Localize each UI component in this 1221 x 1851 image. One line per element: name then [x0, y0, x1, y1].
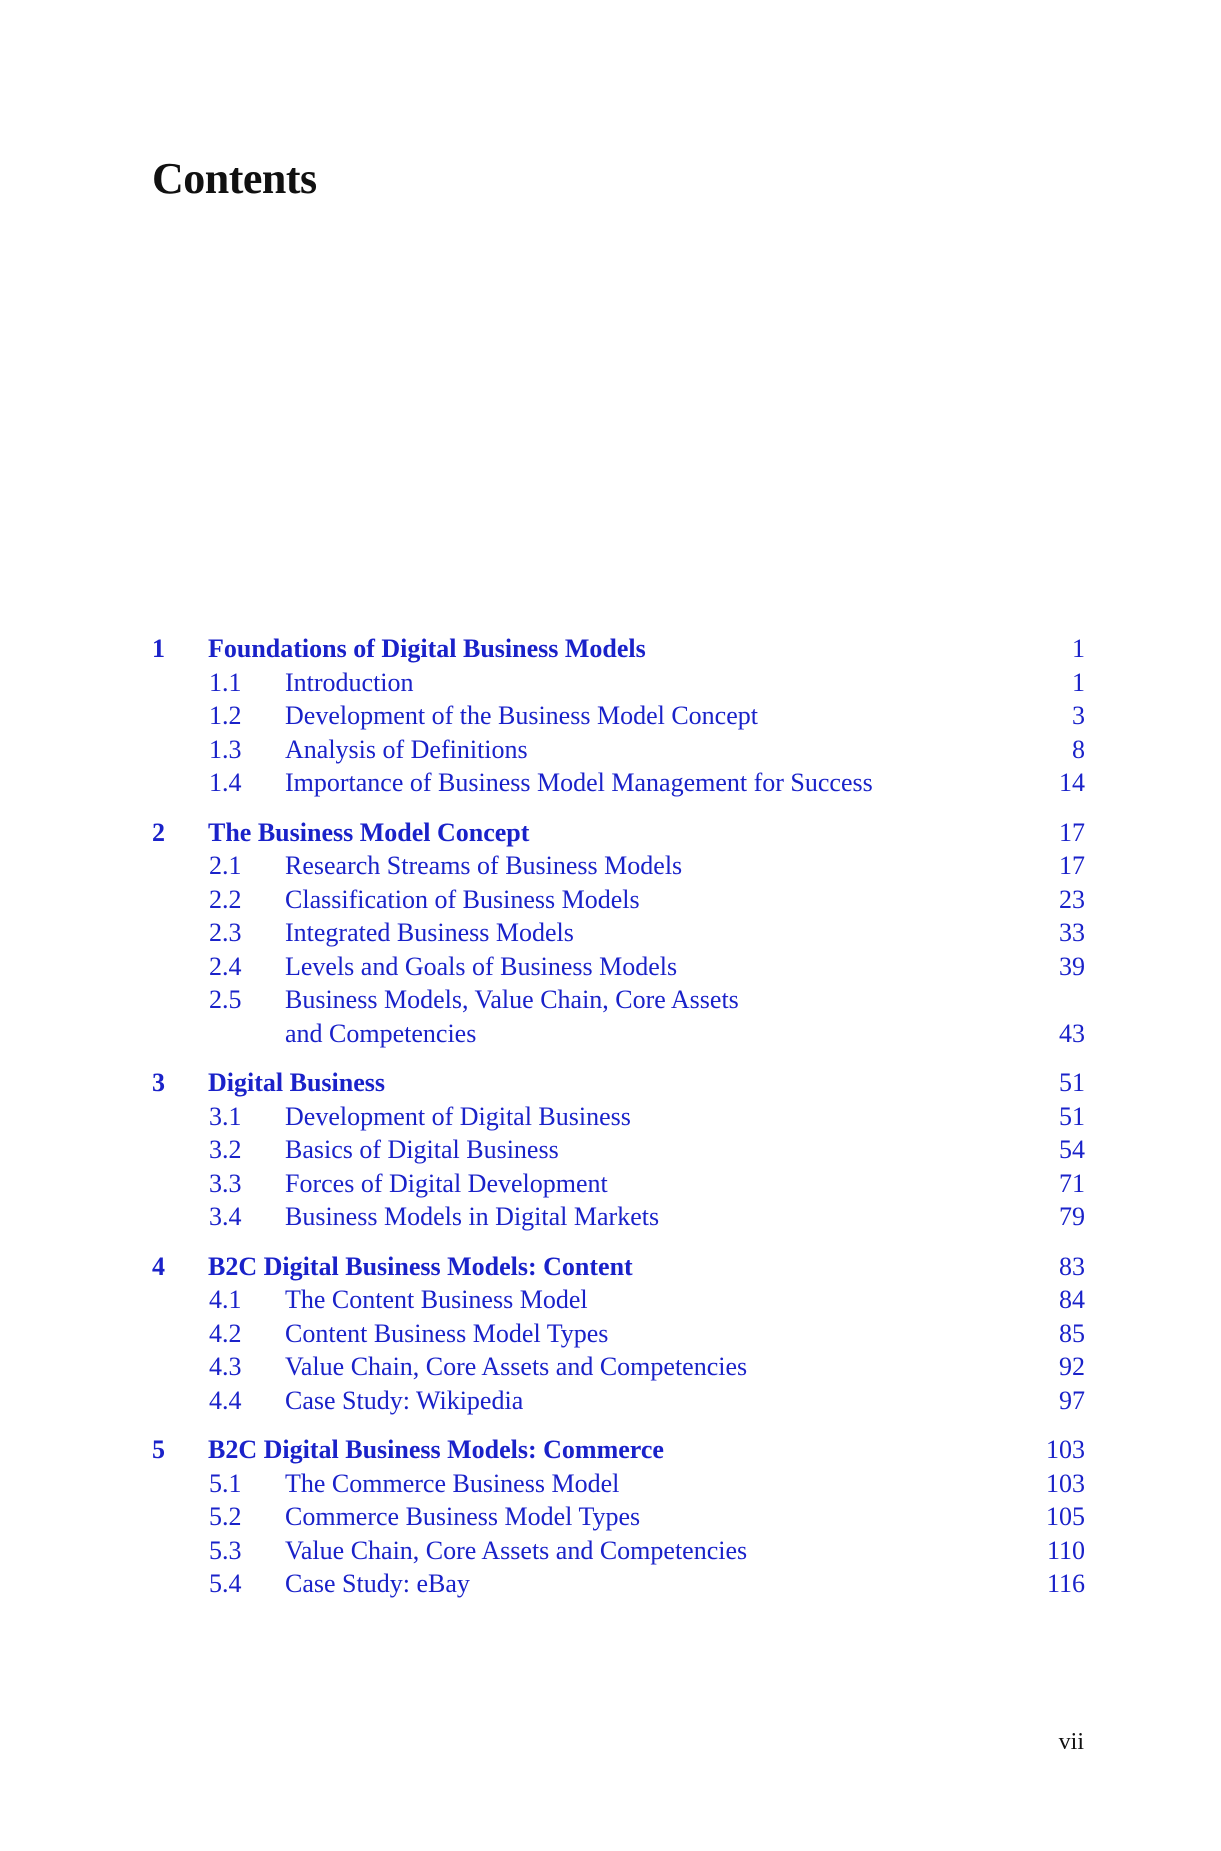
toc-section-entry[interactable] [152, 849, 1085, 883]
section-number: 3.3 [209, 1168, 242, 1198]
chapter-number: 3 [152, 1068, 165, 1097]
section-title: Value Chain, Core Assets and Competencies [285, 1536, 752, 1565]
toc-section-entry[interactable] [152, 1350, 1085, 1384]
section-number: 2.5 [209, 985, 242, 1014]
toc-chapter [152, 1433, 1085, 1601]
section-title-line1: Business Models, Value Chain, Core Assets [285, 985, 744, 1014]
toc-chapter [152, 816, 1085, 1051]
section-title: Business Models in Digital Markets [285, 1202, 664, 1231]
section-number: 3.2 [209, 1135, 242, 1164]
toc-section-entry[interactable] [152, 1500, 1085, 1534]
chapter-title: The Business Model Concept [208, 818, 534, 847]
page-number: 84 [1059, 1285, 1085, 1314]
section-title: The Content Business Model [285, 1285, 593, 1314]
toc-section-entry[interactable] [152, 1133, 1085, 1167]
section-number: 4.2 [209, 1318, 242, 1348]
section-title: Introduction [285, 668, 419, 697]
toc-section-entry[interactable] [152, 1317, 1085, 1351]
section-number: 5.1 [209, 1468, 242, 1498]
toc-section-entry[interactable] [152, 1534, 1085, 1568]
chapter-number: 4 [152, 1251, 165, 1281]
page-number: 1 [1072, 634, 1085, 663]
toc-section-entry[interactable] [152, 1167, 1085, 1201]
section-title: Classification of Business Models [285, 885, 645, 914]
section-number: 3.4 [209, 1202, 242, 1231]
toc-chapter-entry[interactable] [152, 1066, 1085, 1100]
page-title: Contents [152, 154, 317, 203]
toc-section-entry[interactable] [152, 1467, 1085, 1501]
toc-section-entry-continuation[interactable] [152, 1017, 1085, 1051]
section-title: Value Chain, Core Assets and Competencies [285, 1352, 752, 1381]
section-title: Basics of Digital Business [285, 1135, 564, 1164]
toc-section-entry[interactable] [152, 666, 1085, 700]
page-number: 71 [1059, 1168, 1085, 1198]
section-title: Case Study: eBay [285, 1569, 475, 1598]
toc-chapter [152, 632, 1085, 800]
section-number: 2.1 [209, 851, 242, 880]
section-number: 5.4 [209, 1569, 242, 1598]
section-number: 1.2 [209, 701, 242, 730]
page-folio: vii [1058, 1729, 1084, 1755]
section-number: 4.1 [209, 1285, 242, 1314]
toc-chapter-entry[interactable] [152, 1250, 1085, 1284]
toc-section-entry[interactable] [152, 1283, 1085, 1317]
table-of-contents [152, 632, 1085, 1617]
page-number: 116 [1046, 1569, 1085, 1598]
page-number: 85 [1059, 1318, 1085, 1348]
toc-section-entry[interactable] [152, 916, 1085, 950]
toc-section-entry[interactable] [152, 733, 1085, 767]
section-number: 1.1 [209, 667, 242, 697]
page-number: 103 [1046, 1435, 1085, 1464]
section-number: 1.3 [209, 734, 242, 764]
section-number: 2.4 [209, 951, 242, 981]
section-title: Integrated Business Models [285, 918, 579, 947]
chapter-title: Foundations of Digital Business Models [208, 634, 651, 663]
toc-chapter-entry[interactable] [152, 816, 1085, 850]
section-title: Importance of Business Model Management for Success [285, 768, 878, 797]
section-number: 4.4 [209, 1385, 242, 1415]
section-number: 1.4 [209, 768, 242, 797]
toc-chapter [152, 1250, 1085, 1418]
page-number: 8 [1072, 734, 1085, 764]
page-number: 33 [1059, 918, 1085, 947]
toc-section-entry[interactable] [152, 1200, 1085, 1234]
page-number: 103 [1046, 1468, 1085, 1498]
toc-section-entry[interactable] [152, 1100, 1085, 1134]
chapter-title: Digital Business [208, 1068, 390, 1097]
toc-chapter [152, 1066, 1085, 1234]
page-number: 23 [1059, 884, 1085, 914]
page-number: 43 [1059, 1018, 1085, 1048]
section-title: Development of the Business Model Concept [285, 701, 763, 730]
chapter-number: 2 [152, 817, 165, 847]
page-number: 39 [1059, 951, 1085, 981]
page-number: 17 [1059, 851, 1085, 880]
toc-section-entry[interactable] [152, 699, 1085, 733]
page-number: 105 [1046, 1502, 1085, 1531]
section-title: The Commerce Business Model [285, 1469, 624, 1498]
chapter-title: B2C Digital Business Models: Commerce [208, 1435, 669, 1464]
section-title: Analysis of Definitions [285, 735, 533, 764]
toc-chapter-entry[interactable] [152, 632, 1085, 666]
page-number: 54 [1059, 1135, 1085, 1164]
toc-chapter-entry[interactable] [152, 1433, 1085, 1467]
page-number: 83 [1059, 1251, 1085, 1281]
section-title: Forces of Digital Development [285, 1169, 613, 1198]
page-number: 79 [1059, 1202, 1085, 1231]
page-number: 51 [1059, 1101, 1085, 1131]
toc-section-entry[interactable] [152, 766, 1085, 800]
section-number: 5.3 [209, 1535, 242, 1565]
section-title: Research Streams of Business Models [285, 851, 687, 880]
page-number: 92 [1059, 1352, 1085, 1381]
section-title: Case Study: Wikipedia [285, 1386, 528, 1415]
section-title: Commerce Business Model Types [285, 1502, 645, 1531]
section-number: 3.1 [209, 1101, 242, 1131]
section-title: Content Business Model Types [285, 1319, 613, 1348]
chapter-title: B2C Digital Business Models: Content [208, 1252, 638, 1281]
section-number: 4.3 [209, 1352, 242, 1381]
toc-section-entry[interactable] [152, 983, 1085, 1017]
page-number: 97 [1059, 1385, 1085, 1415]
section-title: and Competencies [285, 1019, 481, 1048]
toc-section-entry[interactable] [152, 883, 1085, 917]
toc-section-entry[interactable] [152, 1384, 1085, 1418]
toc-section-entry[interactable] [152, 950, 1085, 984]
section-number: 2.3 [209, 918, 242, 947]
chapter-number: 5 [152, 1435, 165, 1464]
section-title: Levels and Goals of Business Models [285, 952, 682, 981]
section-number: 5.2 [209, 1502, 242, 1531]
section-number: 2.2 [209, 884, 242, 914]
toc-section-entry[interactable] [152, 1567, 1085, 1601]
page-number: 3 [1072, 701, 1085, 730]
page-number: 51 [1059, 1068, 1085, 1097]
page-number: 1 [1072, 667, 1085, 697]
page-number: 14 [1059, 768, 1085, 797]
chapter-number: 1 [152, 634, 165, 663]
page-number: 110 [1046, 1535, 1085, 1565]
section-title: Development of Digital Business [285, 1102, 636, 1131]
page-number: 17 [1059, 817, 1085, 847]
